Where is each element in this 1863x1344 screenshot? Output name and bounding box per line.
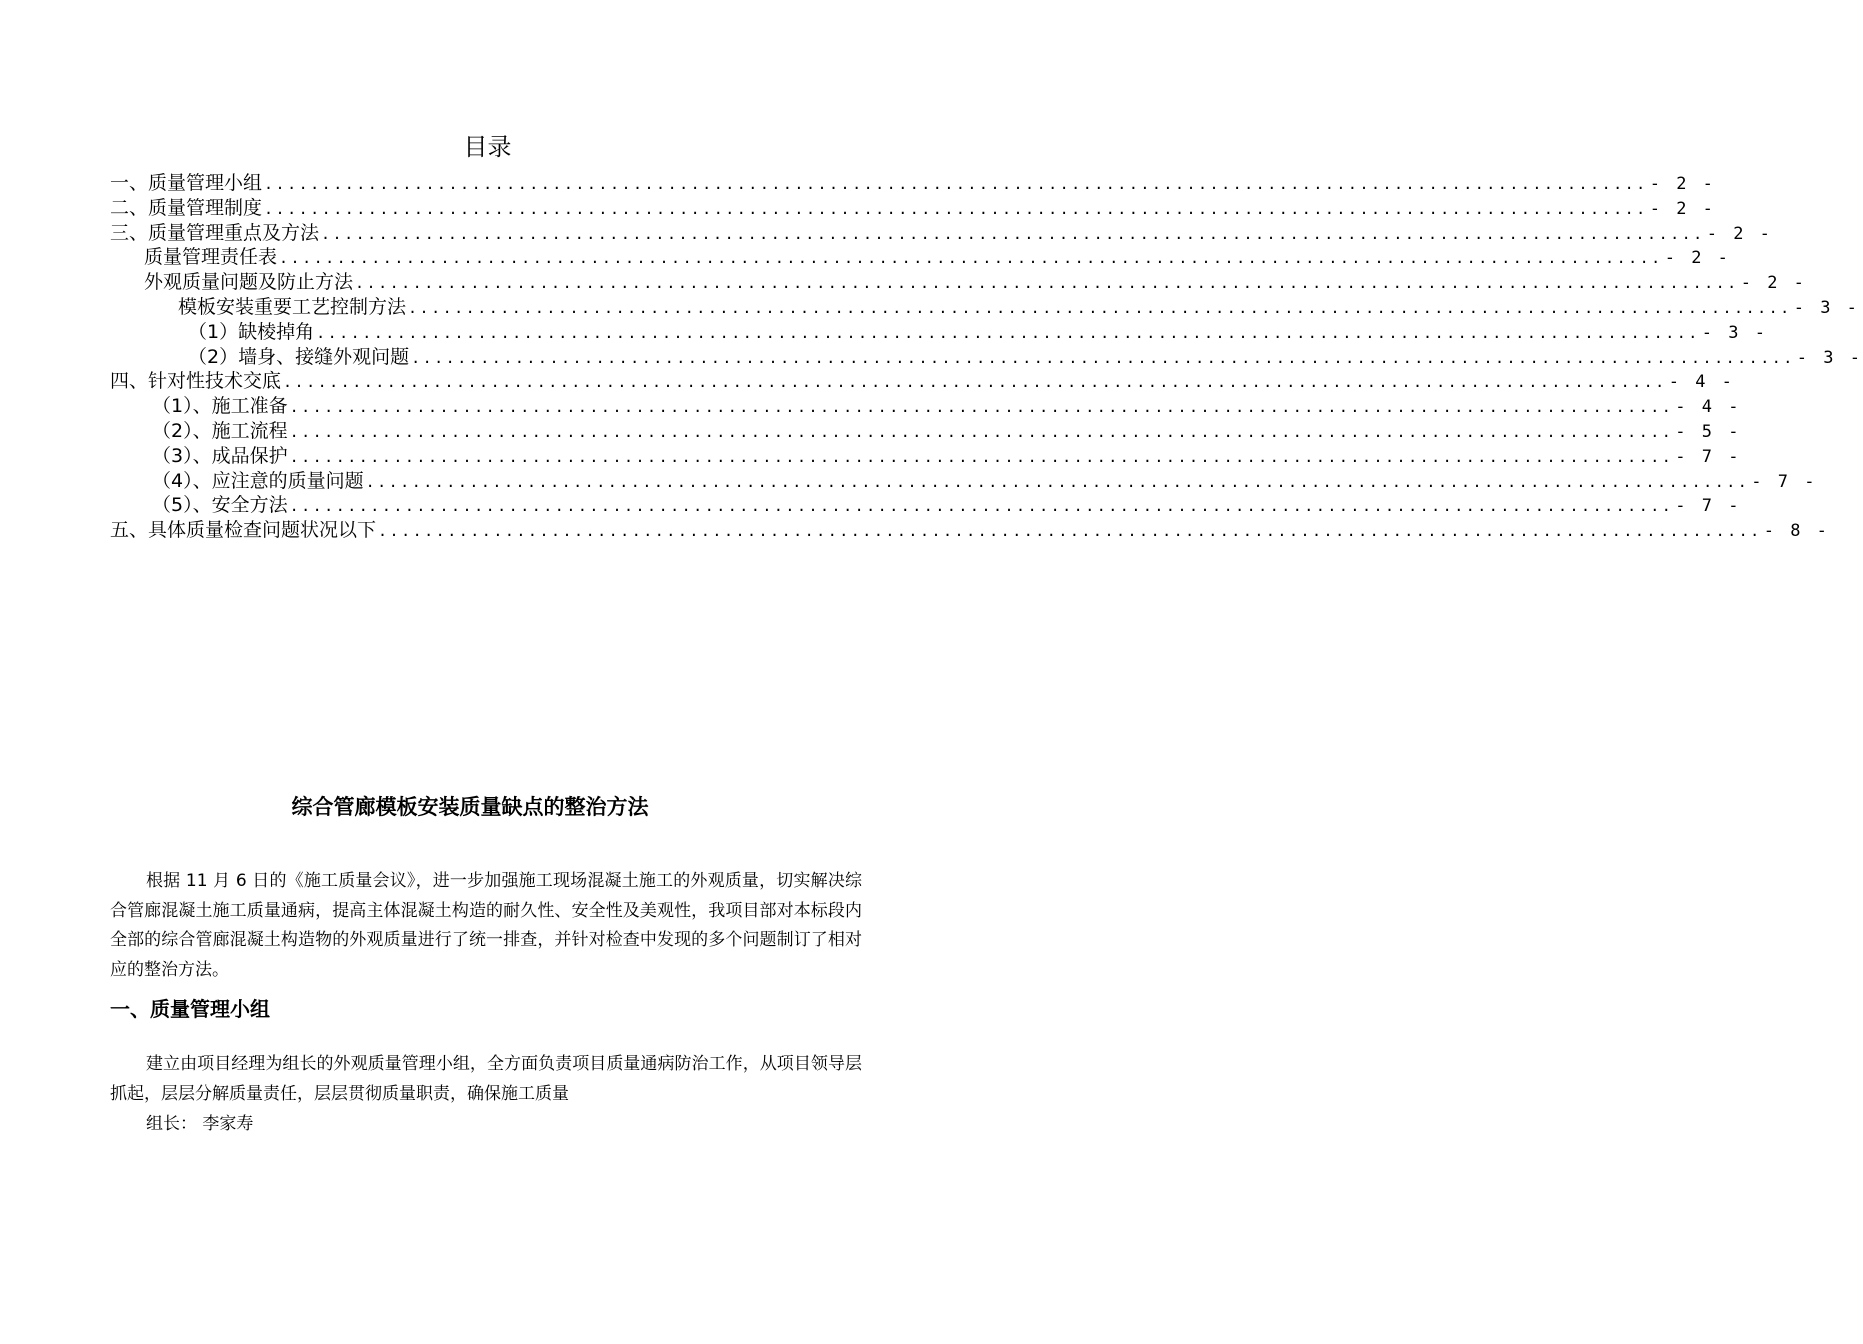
toc-leader: ........................................................................................................................	[365, 472, 1750, 491]
toc-entry-page: - 4 -	[1668, 372, 1735, 393]
toc-entry-page: - 2 -	[1649, 198, 1716, 219]
toc-entry[interactable]	[110, 444, 1742, 469]
toc-entry-label: （3）、成品保护	[152, 444, 288, 467]
section-paragraph: 建立由项目经理为组长的外观质量管理小组，全方面负责项目质量通病防治工作，从项目领导层抓起，层层分解质量责任，层层贯彻质量职责，确保施工质量	[110, 1054, 862, 1104]
toc-entry-page: - 3 -	[1793, 297, 1860, 318]
toc-entry-label: 四、针对性技术交底	[110, 370, 282, 393]
intro-paragraph: 根据 11 月 6 日的《施工质量会议》，进一步加强施工现场混凝土施工的外观质量，切实解决综合管廊混凝土施工质量通病，提高主体混凝土构造的耐久性、安全性及美观性，我项目部对本标段内全部的综合管廊混凝土构造物的外观质量进行了统一排查，并针对检查中发现的多个问题制订了相对应的整治方法。	[110, 871, 862, 980]
toc-entry-label: 模板安装重要工艺控制方法	[178, 295, 407, 318]
toc-entry-label: （5）、安全方法	[152, 494, 288, 517]
toc-entry[interactable]	[110, 221, 1773, 246]
toc-entry[interactable]	[110, 493, 1742, 518]
toc-entry[interactable]	[110, 394, 1742, 419]
toc-leader: ........................................................................................................................	[283, 373, 1667, 392]
toc-entry-label: （4）、应注意的质量问题	[152, 469, 364, 492]
document-title: 综合管廊模板安装质量缺点的整治方法	[291, 795, 649, 819]
toc-leader: ........................................................................................................................	[378, 522, 1762, 541]
toc-leader: ........................................................................................................................	[408, 298, 1792, 317]
toc-entry[interactable]	[110, 320, 1768, 345]
toc-leader: ........................................................................................................................	[289, 422, 1674, 441]
toc-leader: ........................................................................................................................	[289, 398, 1674, 417]
toc-leader: ........................................................................................................................	[289, 497, 1674, 516]
toc-entry-label: （2）、施工流程	[152, 419, 288, 442]
toc-entry-label: 二、质量管理制度	[110, 196, 263, 219]
toc-entry-label: （1）、施工准备	[152, 395, 288, 418]
toc-entry-page: - 2 -	[1649, 174, 1716, 194]
toc-entry-label: （2）墙身、接缝外观问题	[188, 345, 410, 368]
toc-leader: ........................................................................................................................	[316, 323, 1700, 342]
toc-entry-page: - 8 -	[1763, 521, 1830, 542]
toc-entry[interactable]	[110, 369, 1735, 394]
toc-entry-page: - 7 -	[1675, 446, 1742, 467]
toc-entry-page: - 2 -	[1740, 273, 1807, 294]
section-heading: 一、质量管理小组	[110, 997, 270, 1021]
group-leader-line: 组长： 李家寿	[146, 1114, 254, 1134]
toc-entry[interactable]	[110, 196, 1716, 221]
toc-entry-label: 三、质量管理重点及方法	[110, 221, 320, 244]
toc-leader: ........................................................................................................................	[321, 224, 1705, 243]
toc-entry-page: - 7 -	[1675, 496, 1742, 517]
toc-entry-page: - 5 -	[1675, 421, 1742, 442]
toc-entry-page: - 4 -	[1675, 397, 1742, 418]
toc-leader: ........................................................................................................................	[411, 348, 1795, 367]
toc-entry-page: - 3 -	[1796, 347, 1863, 368]
toc-entry-label: 外观质量问题及防止方法	[144, 271, 354, 294]
toc-entry-label: （1）缺棱掉角	[188, 320, 315, 343]
toc-entry-page: - 2 -	[1706, 223, 1773, 244]
toc-entry[interactable]	[110, 295, 1860, 320]
table-of-contents	[110, 171, 1863, 543]
toc-entry-label: 五、具体质量检查问题状况以下	[110, 519, 377, 542]
toc-entry-page: - 7 -	[1751, 471, 1818, 492]
toc-entry[interactable]	[110, 419, 1742, 444]
toc-entry[interactable]	[110, 345, 1863, 370]
toc-entry-page: - 3 -	[1701, 322, 1768, 343]
toc-entry[interactable]	[110, 245, 1731, 270]
toc-entry[interactable]	[110, 469, 1818, 494]
toc-entry[interactable]	[110, 270, 1807, 295]
toc-entry-label: 一、质量管理小组	[110, 172, 263, 194]
toc-leader: ........................................................................................................................	[355, 274, 1739, 293]
toc-entry-label: 质量管理责任表	[144, 246, 278, 269]
toc-leader: ........................................................................................................................	[264, 175, 1648, 193]
toc-leader: ........................................................................................................................	[264, 199, 1648, 218]
toc-entry-page: - 2 -	[1664, 248, 1731, 269]
toc-title: 目录	[463, 133, 512, 161]
toc-entry[interactable]	[110, 171, 1716, 196]
toc-entry[interactable]	[110, 518, 1830, 543]
toc-leader: ........................................................................................................................	[289, 447, 1674, 466]
toc-leader: ........................................................................................................................	[279, 249, 1663, 268]
